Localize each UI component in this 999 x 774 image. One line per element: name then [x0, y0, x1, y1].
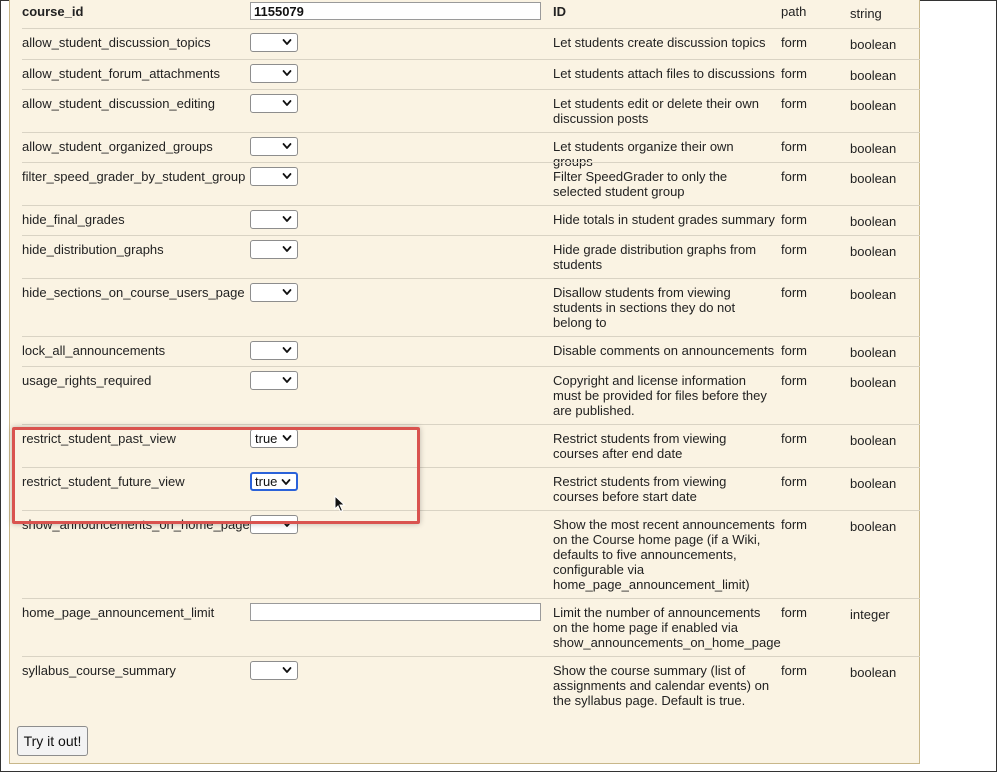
param-description: Restrict students from viewing courses before start date	[553, 474, 727, 504]
param-row-home-page-announcement-limit	[22, 598, 920, 657]
param-type: form	[781, 663, 807, 678]
select-value: true	[255, 474, 278, 489]
param-type: form	[781, 285, 807, 300]
param-name: restrict_student_future_view	[22, 474, 185, 489]
param-type: path	[781, 4, 807, 19]
param-input-cell	[250, 33, 298, 52]
param-input-cell	[250, 210, 298, 229]
param-type: form	[781, 431, 807, 446]
param-input-cell	[250, 283, 298, 302]
param-type: form	[781, 139, 807, 154]
param-description: Let students attach files to discussions	[553, 66, 775, 81]
param-description: Show the most recent announcements on the Course home page (if a Wiki, defaults to five announcements, configurable via home_page_announcement_limit)	[553, 517, 775, 592]
param-name: lock_all_announcements	[22, 343, 166, 358]
param-input-cell	[250, 661, 298, 680]
param-data-type: boolean	[850, 665, 897, 680]
param-description: Let students edit or delete their own discussion posts	[553, 96, 759, 126]
param-input-cell	[250, 371, 298, 390]
param-input-cell	[250, 94, 298, 113]
param-select[interactable]	[250, 167, 298, 186]
param-name: allow_student_organized_groups	[22, 139, 213, 154]
param-description: Let students organize their own groups	[553, 139, 734, 169]
param-type: form	[781, 212, 807, 227]
param-type: form	[781, 169, 807, 184]
param-name: hide_distribution_graphs	[22, 242, 164, 257]
param-row-usage-rights-required	[22, 366, 920, 425]
param-select[interactable]	[250, 240, 298, 259]
param-input-cell	[250, 240, 298, 259]
mouse-pointer-icon	[334, 495, 346, 513]
param-select[interactable]	[250, 371, 298, 390]
param-row-hide-distribution-graphs	[22, 235, 920, 279]
param-select[interactable]	[250, 94, 298, 113]
param-description: Hide totals in student grades summary	[553, 212, 775, 227]
try-it-out-button[interactable]: Try it out!	[17, 726, 88, 756]
param-input-cell	[250, 137, 298, 156]
param-name: home_page_announcement_limit	[22, 605, 215, 620]
param-select[interactable]	[250, 341, 298, 360]
highlight-annotation-box	[12, 427, 420, 524]
select-value: true	[255, 431, 278, 446]
param-row-filter-speed-grader-by-student-group	[22, 162, 920, 206]
param-data-type: boolean	[850, 433, 897, 448]
param-type: form	[781, 474, 807, 489]
param-input-cell	[250, 2, 541, 20]
param-name: allow_student_discussion_editing	[22, 96, 215, 111]
param-name: allow_student_forum_attachments	[22, 66, 221, 81]
param-name: restrict_student_past_view	[22, 431, 176, 446]
param-select[interactable]	[250, 64, 298, 83]
param-row-allow-student-organized-groups	[22, 132, 920, 169]
param-input-cell	[250, 64, 298, 83]
param-data-type: boolean	[850, 519, 897, 534]
param-row-lock-all-announcements	[22, 336, 920, 367]
param-data-type: boolean	[850, 141, 897, 156]
param-description: Let students create discussion topics	[553, 35, 766, 50]
param-name: syllabus_course_summary	[22, 663, 176, 678]
api-params-panel	[9, 0, 920, 764]
param-type: form	[781, 96, 807, 111]
param-description: Filter SpeedGrader to only the selected student group	[553, 169, 728, 199]
param-row-course-id	[22, 0, 920, 28]
param-description: Limit the number of announcements on the home page if enabled via show_announcements_on_home_page	[553, 605, 781, 650]
param-type: form	[781, 373, 807, 388]
param-name: usage_rights_required	[22, 373, 152, 388]
param-select[interactable]	[250, 137, 298, 156]
param-data-type: string	[850, 6, 882, 21]
param-input-cell	[250, 167, 298, 186]
param-data-type: boolean	[850, 214, 897, 229]
param-description: ID	[553, 4, 566, 19]
param-data-type: boolean	[850, 375, 897, 390]
param-type: form	[781, 605, 807, 620]
param-name: show_announcements_on_home_page	[22, 517, 250, 532]
param-name: course_id	[22, 4, 84, 19]
param-select[interactable]	[250, 661, 298, 680]
param-type: form	[781, 242, 807, 257]
param-name: filter_speed_grader_by_student_group	[22, 169, 246, 184]
param-data-type: boolean	[850, 244, 897, 259]
param-input-cell	[250, 603, 541, 621]
param-type: form	[781, 35, 807, 50]
param-select[interactable]	[250, 210, 298, 229]
param-name: hide_sections_on_course_users_page	[22, 285, 245, 300]
param-row-allow-student-discussion-topics	[22, 28, 920, 60]
param-select[interactable]	[250, 33, 298, 52]
param-input-cell	[250, 341, 298, 360]
param-name: hide_final_grades	[22, 212, 125, 227]
param-type: form	[781, 66, 807, 81]
param-description: Restrict students from viewing courses after end date	[553, 431, 727, 461]
param-type: form	[781, 517, 807, 532]
param-data-type: boolean	[850, 37, 897, 52]
param-name: allow_student_discussion_topics	[22, 35, 211, 50]
param-row-hide-final-grades	[22, 205, 920, 236]
param-text-input[interactable]: 1155079	[250, 2, 541, 20]
param-row-syllabus-course-summary	[22, 656, 920, 715]
param-data-type: integer	[850, 607, 890, 622]
param-description: Disallow students from viewing students in sections they do not belong to	[553, 285, 736, 330]
param-data-type: boolean	[850, 171, 897, 186]
param-select[interactable]	[250, 283, 298, 302]
param-type: form	[781, 343, 807, 358]
param-data-type: boolean	[850, 345, 897, 360]
param-row-allow-student-discussion-editing	[22, 89, 920, 133]
param-description: Show the course summary (list of assignments and calendar events) on the syllabus page. Default is true.	[553, 663, 770, 708]
param-row-allow-student-forum-attachments	[22, 59, 920, 90]
param-data-type: boolean	[850, 98, 897, 113]
param-description: Copyright and license information must be provided for files before they are published.	[553, 373, 767, 418]
param-data-type: boolean	[850, 68, 897, 83]
param-data-type: boolean	[850, 287, 897, 302]
param-data-type: boolean	[850, 476, 897, 491]
param-row-hide-sections-on-course-users-page	[22, 278, 920, 337]
param-text-input[interactable]	[250, 603, 541, 621]
param-description: Hide grade distribution graphs from students	[553, 242, 757, 272]
param-description: Disable comments on announcements	[553, 343, 775, 358]
